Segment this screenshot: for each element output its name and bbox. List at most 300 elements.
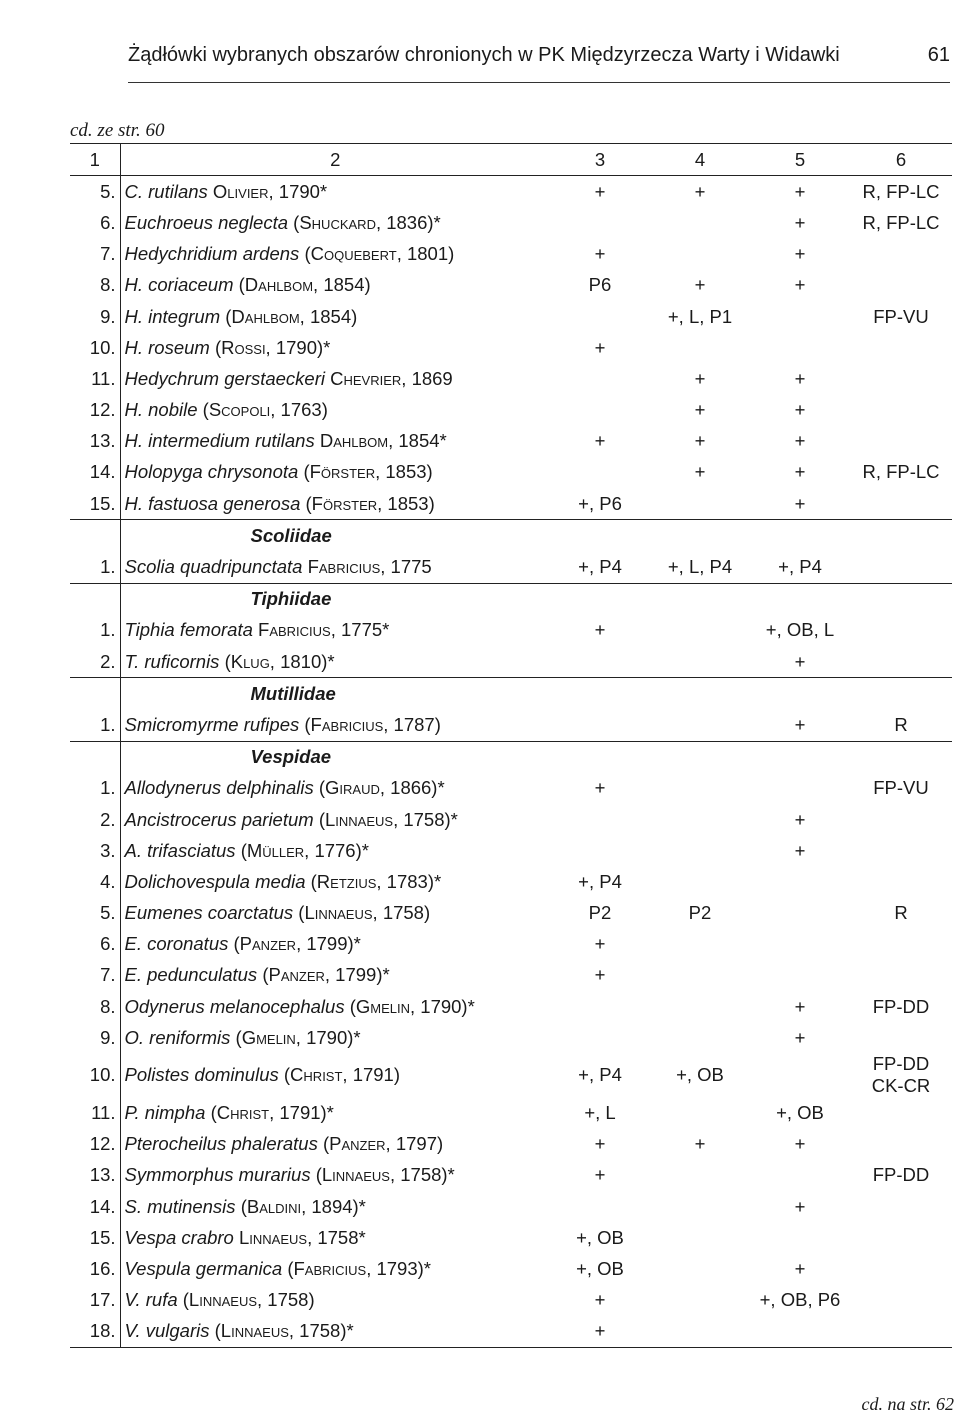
- record-cell-c5: [750, 301, 850, 332]
- status-cell: FP-DD: [872, 1164, 930, 1186]
- record-cell-c3: +, OB: [576, 1226, 624, 1248]
- running-title: Żądłówki wybranych obszarów chronionych w PK Międzyrzecza Warty i Widawki: [128, 44, 840, 66]
- status-cell: [850, 1253, 952, 1284]
- species-genus: Ancistrocerus parietum: [124, 808, 314, 830]
- species-name: [120, 898, 550, 929]
- header-rule: [128, 82, 950, 83]
- record-cell-c3: +: [594, 1164, 606, 1186]
- row-number: 15.: [70, 1222, 120, 1253]
- row-number: 2.: [70, 804, 120, 835]
- record-cell-c5: [750, 1053, 850, 1097]
- species-author: (Müller, 1776)*: [240, 839, 369, 861]
- species-author: (Christ, 1791): [283, 1064, 401, 1086]
- row-number: 4.: [70, 866, 120, 897]
- species-genus: H. fastuosa generosa: [124, 492, 301, 514]
- status-cell: FP-VU: [873, 305, 929, 327]
- record-cell-c4: [650, 1097, 750, 1128]
- species-name: [120, 207, 550, 238]
- species-name: [120, 551, 550, 583]
- record-cell-c4: [650, 239, 750, 270]
- species-author: (Christ, 1791)*: [210, 1102, 334, 1124]
- empty-cell: [550, 678, 650, 710]
- species-name: [120, 176, 550, 208]
- empty-cell: [650, 583, 750, 615]
- species-name: [120, 804, 550, 835]
- record-cell-c4: [650, 991, 750, 1022]
- species-genus: Vespa crabro: [124, 1226, 234, 1248]
- species-author: (Linnaeus, 1758): [298, 902, 431, 924]
- species-author: (Gmelin, 1790)*: [235, 1026, 361, 1048]
- record-cell-c4: [650, 1222, 750, 1253]
- species-row: [70, 270, 952, 301]
- record-cell-c5: +, OB, L: [765, 619, 835, 641]
- species-genus: Allodynerus delphinalis: [124, 777, 314, 799]
- record-cell-c5: +: [794, 430, 806, 452]
- record-cell-c4: [650, 615, 750, 646]
- species-author: (Förster, 1853): [303, 461, 433, 483]
- species-name: [120, 991, 550, 1022]
- species-table: [70, 143, 952, 1348]
- row-number: 17.: [70, 1285, 120, 1316]
- species-genus: P. nimpha: [124, 1102, 206, 1124]
- record-cell-c4: +, L, P1: [667, 305, 733, 327]
- record-cell-c4: [650, 332, 750, 363]
- status-cell: [850, 960, 952, 991]
- family-heading-row: [70, 741, 952, 773]
- status-cell: R: [894, 713, 908, 735]
- species-row: [70, 1129, 952, 1160]
- species-name: [120, 488, 550, 520]
- record-cell-c5: +, P4: [778, 556, 822, 578]
- empty-cell: [650, 520, 750, 552]
- family-name: Tiphiidae: [120, 583, 550, 615]
- record-cell-c3: +, L: [584, 1102, 616, 1124]
- record-cell-c5: +: [794, 713, 806, 735]
- species-author: Olivier, 1790*: [212, 180, 328, 202]
- record-cell-c3: [550, 395, 650, 426]
- species-genus: Tiphia femorata: [124, 619, 253, 641]
- record-cell-c3: [550, 207, 650, 238]
- record-cell-c5: +: [794, 995, 806, 1017]
- species-row: [70, 866, 952, 897]
- status-line: CK-CR: [871, 1075, 931, 1097]
- row-number: 2.: [70, 646, 120, 678]
- species-author: Fabricius, 1775: [307, 556, 432, 578]
- record-cell-c5: [750, 1160, 850, 1191]
- record-cell-c4: [650, 804, 750, 835]
- species-name: [120, 1285, 550, 1316]
- species-row: [70, 176, 952, 208]
- status-cell: [850, 1222, 952, 1253]
- record-cell-c3: +, P4: [578, 1064, 622, 1086]
- row-number: 6.: [70, 207, 120, 238]
- record-cell-c3: [550, 646, 650, 678]
- empty-cell: [850, 583, 952, 615]
- record-cell-c3: +: [550, 1316, 650, 1348]
- record-cell-c4: [650, 1253, 750, 1284]
- record-cell-c3: [550, 1022, 650, 1053]
- species-genus: Vespula germanica: [124, 1257, 283, 1279]
- row-number: 1.: [70, 773, 120, 804]
- species-name: [120, 1097, 550, 1128]
- species-name: [120, 709, 550, 741]
- species-genus: Holopyga chrysonota: [124, 461, 299, 483]
- species-name: [120, 773, 550, 804]
- empty-cell: [750, 520, 850, 552]
- record-cell-c5: +: [794, 399, 806, 421]
- species-row: [70, 804, 952, 835]
- row-number: 11.: [70, 1097, 120, 1128]
- species-genus: H. nobile: [124, 399, 198, 421]
- record-cell-c5: +: [794, 180, 806, 202]
- row-number: [70, 741, 120, 773]
- species-row: [70, 646, 952, 678]
- empty-cell: [550, 520, 650, 552]
- column-header: 1: [70, 144, 120, 176]
- record-cell-c4: [650, 1316, 750, 1348]
- species-name: [120, 363, 550, 394]
- species-row: [70, 1191, 952, 1222]
- species-row: [70, 1253, 952, 1284]
- species-author: (Shuckard, 1836)*: [293, 211, 441, 233]
- table-header-row: [70, 144, 952, 176]
- species-genus: Pterocheilus phaleratus: [124, 1133, 318, 1155]
- empty-cell: [650, 741, 750, 773]
- species-name: [120, 1022, 550, 1053]
- record-cell-c3: +, P4: [578, 556, 622, 578]
- record-cell-c5: +, OB, P6: [759, 1289, 841, 1311]
- species-genus: Eumenes coarctatus: [124, 902, 294, 924]
- species-row: [70, 488, 952, 520]
- species-author: Dahlbom, 1854*: [319, 430, 447, 452]
- species-author: (Förster, 1853): [305, 492, 435, 514]
- species-author: (Linnaeus, 1758)*: [315, 1164, 455, 1186]
- status-cell: R: [894, 902, 908, 924]
- empty-cell: [850, 678, 952, 710]
- species-name: [120, 1191, 550, 1222]
- column-header: 5: [750, 144, 850, 176]
- record-cell-c4: +, L, P4: [667, 556, 733, 578]
- status-cell: [850, 1129, 952, 1160]
- row-number: 1.: [70, 709, 120, 741]
- species-row: [70, 457, 952, 488]
- species-name: [120, 1129, 550, 1160]
- species-row: [70, 301, 952, 332]
- record-cell-c5: [750, 960, 850, 991]
- record-cell-c3: P6: [588, 274, 612, 296]
- species-genus: O. reniformis: [124, 1026, 231, 1048]
- species-genus: Smicromyrme rufipes: [124, 713, 300, 735]
- species-name: [120, 1316, 550, 1348]
- species-row: [70, 239, 952, 270]
- family-heading-row: [70, 678, 952, 710]
- record-cell-c5: +: [794, 1195, 806, 1217]
- row-number: 12.: [70, 395, 120, 426]
- record-cell-c3: [550, 363, 650, 394]
- species-genus: V. vulgaris: [124, 1320, 210, 1342]
- record-cell-c4: +: [694, 461, 706, 483]
- record-cell-c4: [650, 207, 750, 238]
- species-genus: E. pedunculatus: [124, 964, 258, 986]
- record-cell-c4: [650, 1160, 750, 1191]
- species-genus: V. rufa: [124, 1289, 178, 1311]
- row-number: 8.: [70, 991, 120, 1022]
- species-name: [120, 929, 550, 960]
- record-cell-c3: +: [594, 336, 606, 358]
- row-number: 5.: [70, 176, 120, 208]
- record-cell-c3: P2: [588, 902, 612, 924]
- record-cell-c4: [650, 1191, 750, 1222]
- row-number: 13.: [70, 426, 120, 457]
- record-cell-c4: [650, 709, 750, 741]
- record-cell-c5: [750, 1222, 850, 1253]
- species-name: [120, 835, 550, 866]
- column-header: 4: [650, 144, 750, 176]
- species-name: [120, 395, 550, 426]
- status-cell: [850, 1285, 952, 1316]
- row-number: 10.: [70, 332, 120, 363]
- species-genus: E. coronatus: [124, 933, 229, 955]
- status-cell: [850, 835, 952, 866]
- species-author: (Rossi, 1790)*: [214, 336, 331, 358]
- empty-cell: [750, 741, 850, 773]
- species-genus: Odynerus melanocephalus: [124, 995, 345, 1017]
- species-row: [70, 1285, 952, 1316]
- empty-cell: [850, 520, 952, 552]
- species-row: [70, 929, 952, 960]
- record-cell-c4: [650, 835, 750, 866]
- species-row: [70, 426, 952, 457]
- record-cell-c5: +: [794, 211, 806, 233]
- running-header: [128, 44, 950, 74]
- status-cell: [850, 426, 952, 457]
- record-cell-c5: +: [794, 1026, 806, 1048]
- species-name: [120, 239, 550, 270]
- record-cell-c5: +: [794, 808, 806, 830]
- species-name: [120, 1053, 550, 1097]
- empty-cell: [750, 678, 850, 710]
- species-genus: Symmorphus murarius: [124, 1164, 311, 1186]
- record-cell-c3: [550, 301, 650, 332]
- species-row: [70, 991, 952, 1022]
- species-row: [70, 1053, 952, 1097]
- record-cell-c5: +, OB: [776, 1102, 824, 1124]
- species-genus: H. roseum: [124, 336, 210, 358]
- row-number: 15.: [70, 488, 120, 520]
- species-row: [70, 1316, 952, 1348]
- record-cell-c5: +: [794, 650, 806, 672]
- species-row: [70, 395, 952, 426]
- species-row: [70, 835, 952, 866]
- record-cell-c3: +: [594, 933, 606, 955]
- species-name: [120, 615, 550, 646]
- record-cell-c4: [650, 1285, 750, 1316]
- record-cell-c5: [750, 866, 850, 897]
- status-cell: [850, 1053, 952, 1097]
- species-name: [120, 301, 550, 332]
- row-number: 9.: [70, 301, 120, 332]
- species-name: [120, 646, 550, 678]
- species-author: (Retzius, 1783)*: [310, 870, 442, 892]
- row-number: [70, 520, 120, 552]
- species-row: [70, 1097, 952, 1128]
- family-name: Mutillidae: [120, 678, 550, 710]
- status-cell: [850, 395, 952, 426]
- status-cell: FP-DD: [872, 995, 930, 1017]
- row-number: [70, 678, 120, 710]
- record-cell-c4: +: [694, 399, 706, 421]
- row-number: 9.: [70, 1022, 120, 1053]
- status-cell: [850, 1191, 952, 1222]
- species-genus: Euchroeus neglecta: [124, 211, 289, 233]
- species-name: [120, 866, 550, 897]
- record-cell-c3: [550, 1191, 650, 1222]
- record-cell-c4: [650, 866, 750, 897]
- species-row: [70, 332, 952, 363]
- column-header: 3: [550, 144, 650, 176]
- species-name: [120, 270, 550, 301]
- family-name: Vespidae: [120, 741, 550, 773]
- species-author: (Fabricius, 1793)*: [287, 1257, 431, 1279]
- species-author: Fabricius, 1775*: [258, 619, 390, 641]
- record-cell-c4: [650, 773, 750, 804]
- record-cell-c4: +: [694, 430, 706, 452]
- record-cell-c4: +: [694, 274, 706, 296]
- species-genus: H. intermedium rutilans: [124, 430, 315, 452]
- row-number: 1.: [70, 615, 120, 646]
- record-cell-c5: +: [794, 1257, 806, 1279]
- species-author: (Baldini, 1894)*: [240, 1195, 366, 1217]
- record-cell-c5: [750, 773, 850, 804]
- status-cell: [850, 551, 952, 583]
- record-cell-c3: +: [594, 1289, 606, 1311]
- record-cell-c5: +: [794, 461, 806, 483]
- species-author: (Klug, 1810)*: [224, 650, 335, 672]
- species-genus: Hedychrum gerstaeckeri: [124, 367, 325, 389]
- record-cell-c3: +, P6: [578, 492, 622, 514]
- status-cell: [850, 646, 952, 678]
- status-cell: [850, 1022, 952, 1053]
- row-number: 14.: [70, 1191, 120, 1222]
- status-cell: [850, 1097, 952, 1128]
- status-cell: [850, 804, 952, 835]
- species-author: (Giraud, 1866)*: [318, 777, 445, 799]
- empty-cell: [550, 741, 650, 773]
- record-cell-c3: +: [594, 243, 606, 265]
- record-cell-c4: +, OB: [676, 1064, 724, 1086]
- record-cell-c3: [550, 804, 650, 835]
- species-genus: T. ruficornis: [124, 650, 220, 672]
- row-number: 16.: [70, 1253, 120, 1284]
- status-line: FP-DD: [872, 1053, 930, 1075]
- species-author: Linnaeus, 1758*: [239, 1226, 366, 1248]
- family-heading-row: [70, 520, 952, 552]
- status-cell: [850, 488, 952, 520]
- row-number: [70, 583, 120, 615]
- record-cell-c4: +: [694, 180, 706, 202]
- species-author: (Linnaeus, 1758): [182, 1289, 315, 1311]
- record-cell-c3: +: [594, 180, 606, 202]
- record-cell-c5: +: [794, 367, 806, 389]
- column-header: 2: [120, 144, 550, 176]
- species-row: [70, 1222, 952, 1253]
- species-name: [120, 1222, 550, 1253]
- row-number: 13.: [70, 1160, 120, 1191]
- record-cell-c5: +: [794, 243, 806, 265]
- species-row: [70, 615, 952, 646]
- species-author: (Fabricius, 1787): [304, 713, 441, 735]
- record-cell-c3: [550, 709, 650, 741]
- record-cell-c4: [650, 960, 750, 991]
- species-name: [120, 960, 550, 991]
- species-author: (Panzer, 1799)*: [262, 964, 390, 986]
- row-number: 7.: [70, 960, 120, 991]
- status-cell: [850, 363, 952, 394]
- record-cell-c4: +: [694, 367, 706, 389]
- species-author: (Panzer, 1799)*: [233, 933, 361, 955]
- page-number: 61: [927, 44, 950, 66]
- species-author: (Coquebert, 1801): [304, 243, 455, 265]
- row-number: 18.: [70, 1316, 120, 1348]
- status-cell: [850, 866, 952, 897]
- species-name: [120, 1160, 550, 1191]
- record-cell-c5: +: [794, 274, 806, 296]
- status-cell: [850, 615, 952, 646]
- species-row: [70, 1022, 952, 1053]
- record-cell-c3: +: [594, 964, 606, 986]
- record-cell-c3: +: [594, 1133, 606, 1155]
- species-name: [120, 426, 550, 457]
- continued-from-note: cd. ze str. 60: [70, 120, 165, 141]
- continued-on-note: cd. na str. 62: [861, 1394, 954, 1414]
- status-cell: R, FP-LC: [862, 211, 940, 233]
- species-row: [70, 898, 952, 929]
- species-author: (Gmelin, 1790)*: [349, 995, 475, 1017]
- record-cell-c5: [750, 898, 850, 929]
- status-cell: FP-VU: [873, 777, 929, 799]
- empty-cell: [750, 583, 850, 615]
- status-cell: [850, 929, 952, 960]
- species-author: (Dahlbom, 1854): [238, 274, 371, 296]
- row-number: 11.: [70, 363, 120, 394]
- species-author: Chevrier, 1869: [330, 367, 453, 389]
- family-name: Scoliidae: [120, 520, 550, 552]
- record-cell-c3: +, OB: [576, 1257, 624, 1279]
- record-cell-c5: +: [794, 492, 806, 514]
- species-name: [120, 457, 550, 488]
- species-row: [70, 207, 952, 238]
- species-row: [70, 363, 952, 394]
- row-number: 14.: [70, 457, 120, 488]
- row-number: 3.: [70, 835, 120, 866]
- species-genus: Hedychridium ardens: [124, 243, 300, 265]
- record-cell-c4: +: [694, 1133, 706, 1155]
- species-genus: A. trifasciatus: [124, 839, 236, 861]
- status-cell: [850, 239, 952, 270]
- species-author: (Linnaeus, 1758)*: [214, 1320, 354, 1342]
- record-cell-c4: [650, 646, 750, 678]
- empty-cell: [850, 741, 952, 773]
- record-cell-c3: +: [594, 430, 606, 452]
- record-cell-c3: +, P4: [578, 870, 622, 892]
- status-cell: [850, 270, 952, 301]
- species-author: (Dahlbom, 1854): [225, 305, 358, 327]
- species-name: [120, 1253, 550, 1284]
- status-cell: R, FP-LC: [862, 180, 940, 202]
- species-author: (Scopoli, 1763): [202, 399, 328, 421]
- species-row: [70, 709, 952, 741]
- species-genus: H. integrum: [124, 305, 221, 327]
